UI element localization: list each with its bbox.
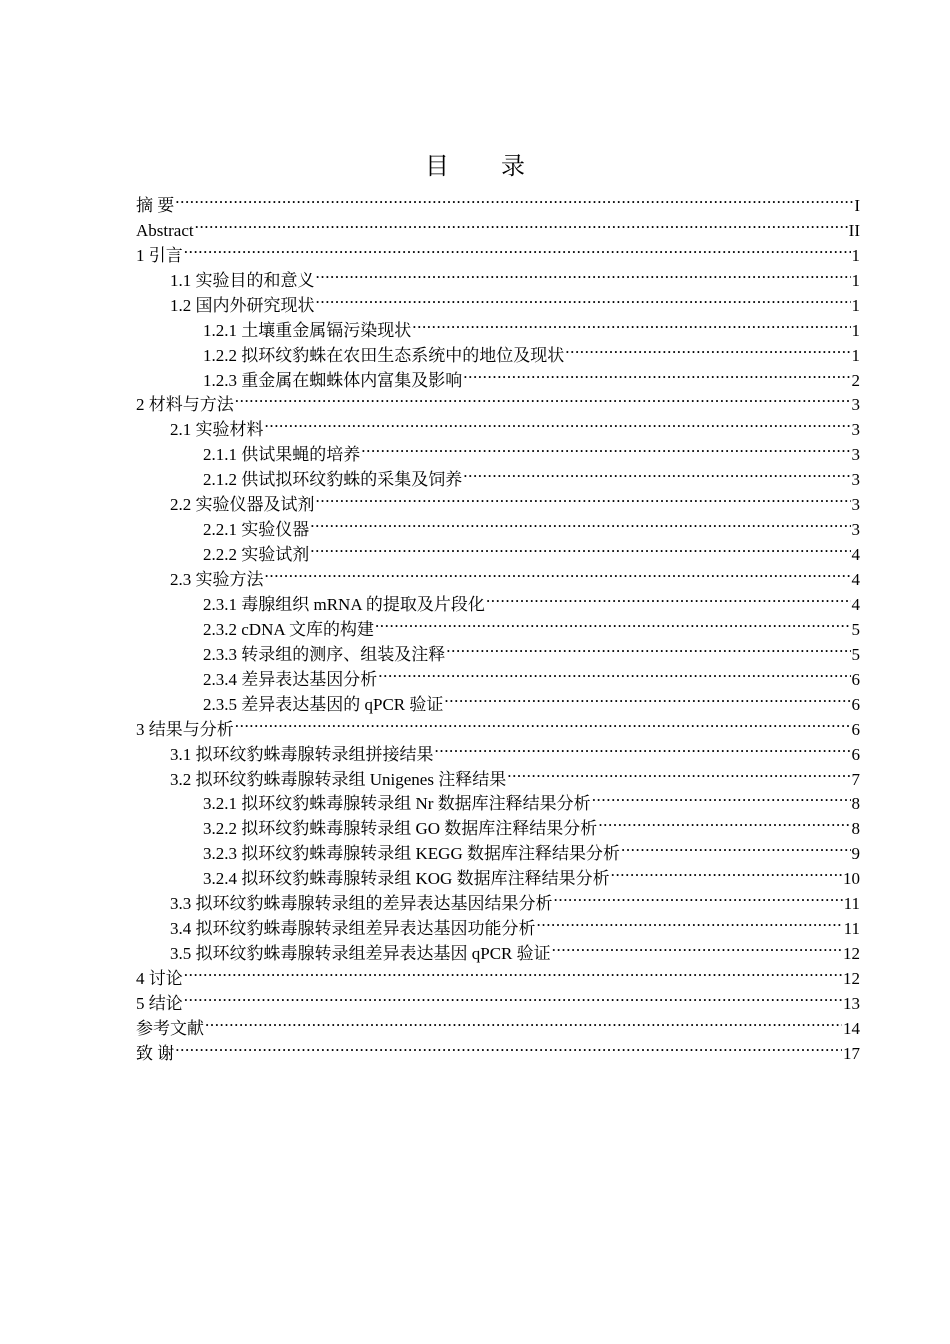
page-title: [0, 146, 950, 181]
toc-entry[interactable]: [136, 386, 860, 415]
toc-entry-label: 2.3.2 cDNA 文库的构建: [203, 619, 374, 639]
toc-entry-label: 1.2.3 重金属在蜘蛛体内富集及影响: [203, 370, 463, 390]
toc-entry-page-number: 11: [843, 894, 860, 914]
toc-entry-label: 3.3 拟环纹豹蛛毒腺转录组的差异表达基因结果分析: [170, 894, 553, 914]
dot-leader: [565, 336, 850, 361]
toc-entry-page-number: II: [848, 220, 860, 240]
toc-entry-label: 4 讨论: [136, 969, 183, 988]
toc-entry-page-number: 1: [851, 295, 860, 315]
dot-leader: [265, 410, 851, 435]
dot-leader: [446, 635, 850, 660]
dot-leader: [592, 785, 851, 810]
toc-entry-label: 2.1.2 供试拟环纹豹蛛的采集及饲养: [203, 470, 463, 490]
toc-entry-label: 3.2 拟环纹豹蛛毒腺转录组 Unigenes 注释结果: [170, 769, 507, 789]
toc-entry-page-number: 3: [851, 495, 860, 515]
toc-entry-page-number: 6: [851, 694, 860, 714]
toc-entry-label: 参考文献: [136, 1018, 204, 1038]
toc-entry[interactable]: [136, 186, 860, 215]
toc-entry-label: 1.2.1 土壤重金属镉污染现状: [203, 320, 412, 340]
toc-entry-label: 2 材料与方法: [136, 395, 234, 415]
toc-entry-label: 2.3.1 毒腺组织 mRNA 的提取及片段化: [203, 594, 485, 614]
dot-leader: [537, 909, 843, 934]
dot-leader: [175, 186, 853, 211]
dot-leader: [552, 934, 842, 959]
dot-leader: [375, 610, 851, 635]
dot-leader: [184, 984, 842, 1009]
toc-entry-page-number: 5: [851, 644, 860, 664]
toc-entry-page-number: 1: [851, 245, 860, 265]
toc-entry-page-number: 1: [851, 320, 860, 340]
toc-entry[interactable]: [136, 984, 860, 1013]
toc-entry-page-number: 6: [851, 669, 860, 689]
toc-entry-page-number: 9: [851, 844, 860, 864]
dot-leader: [175, 1034, 842, 1059]
toc-entry[interactable]: [136, 735, 860, 764]
toc-entry-label: 1.2.2 拟环纹豹蛛在农田生态系统中的地位及现状: [203, 345, 565, 365]
toc-entry-label: 摘 要: [136, 195, 175, 215]
toc-entry-page-number: 1: [851, 345, 860, 365]
dot-leader: [184, 959, 842, 984]
toc-entry-label: 3.4 拟环纹豹蛛毒腺转录组差异表达基因功能分析: [170, 919, 536, 939]
toc-entry-page-number: 12: [843, 944, 860, 964]
dot-leader: [316, 261, 851, 286]
toc-entry-label: 2.2.2 实验试剂: [203, 545, 310, 565]
toc-entry-label: 2.1.1 供试果蝇的培养: [203, 445, 361, 465]
dot-leader: [235, 386, 851, 411]
toc-entry-label: 5 结论: [136, 993, 183, 1013]
toc-entry-page-number: 2: [851, 370, 860, 390]
toc-entry-label: 致 谢: [136, 1043, 175, 1063]
toc-entry-page-number: 13: [843, 993, 860, 1013]
toc-entry-page-number: 8: [851, 794, 860, 814]
toc-entry-page-number: 5: [851, 619, 860, 639]
toc-entry-page-number: 6: [851, 719, 860, 739]
toc-entry-label: 3.2.2 拟环纹豹蛛毒腺转录组 GO 数据库注释结果分析: [203, 819, 598, 839]
dot-leader: [310, 535, 850, 560]
toc-entry-page-number: 7: [851, 769, 860, 789]
toc-entry[interactable]: [136, 211, 860, 240]
title-char-1: 目: [425, 154, 449, 180]
toc-entry-page-number: 12: [843, 969, 860, 988]
toc-entry[interactable]: [136, 1034, 860, 1063]
dot-leader: [316, 286, 851, 311]
toc-entry-page-number: 10: [843, 869, 860, 889]
toc-entry[interactable]: [136, 261, 860, 290]
dot-leader: [463, 361, 850, 386]
toc-entry-label: 3.2.4 拟环纹豹蛛毒腺转录组 KOG 数据库注释结果分析: [203, 869, 610, 889]
dot-leader: [310, 510, 850, 535]
dot-leader: [361, 435, 850, 460]
dot-leader: [378, 660, 850, 685]
toc-entry[interactable]: [136, 236, 860, 265]
toc-entry[interactable]: [136, 410, 860, 440]
toc-entry-page-number: 3: [851, 470, 860, 490]
dot-leader: [265, 560, 851, 585]
dot-leader: [598, 809, 850, 834]
toc-entry-page-number: 8: [851, 819, 860, 839]
toc-entry-page-number: I: [854, 195, 860, 215]
dot-leader: [444, 685, 850, 710]
dot-leader: [412, 311, 850, 336]
toc-entry-page-number: 11: [843, 919, 860, 939]
dot-leader: [205, 1009, 842, 1034]
dot-leader: [195, 211, 848, 236]
toc-entry-page-number: 1: [851, 270, 860, 290]
toc-entry-page-number: 14: [843, 1018, 860, 1038]
dot-leader: [611, 859, 842, 884]
toc-entry-page-number: 4: [851, 545, 860, 565]
toc-entry-label: 2.3.5 差异表达基因的 qPCR 验证: [203, 694, 444, 714]
toc-entry-label: Abstract: [136, 220, 194, 240]
dot-leader: [316, 485, 851, 510]
toc-entry[interactable]: [136, 959, 860, 988]
toc-entry-page-number: 4: [851, 594, 860, 614]
toc-entry-label: 3.1 拟环纹豹蛛毒腺转录组拼接结果: [170, 744, 434, 764]
toc-entry-page-number: 3: [851, 445, 860, 465]
toc-entry[interactable]: [136, 710, 860, 739]
toc-entry-page-number: 6: [851, 744, 860, 764]
dot-leader: [621, 834, 851, 859]
toc-entry-page-number: 3: [851, 395, 860, 415]
dot-leader: [486, 585, 851, 610]
dot-leader: [435, 735, 851, 760]
toc-entry-label: 1 引言: [136, 245, 183, 265]
toc-entry-label: 2.3.4 差异表达基因分析: [203, 669, 378, 689]
toc-entry[interactable]: [136, 1009, 860, 1038]
toc-entry-label: 2.2 实验仪器及试剂: [170, 495, 315, 515]
toc-entry-page-number: 4: [851, 570, 860, 589]
dot-leader: [463, 460, 850, 485]
dot-leader: [235, 710, 851, 735]
toc-entry-page-number: 3: [851, 520, 860, 540]
toc-entry-page-number: 3: [851, 420, 860, 440]
dot-leader: [507, 760, 850, 785]
toc-entry-label: 2.3 实验方法: [170, 570, 264, 589]
toc-entry-label: 2.2.1 实验仪器: [203, 520, 310, 540]
toc-entry-label: 3.5 拟环纹豹蛛毒腺转录组差异表达基因 qPCR 验证: [170, 944, 551, 964]
title-char-2: 录: [501, 154, 525, 180]
toc-entry-label: 2.3.3 转录组的测序、组装及注释: [203, 644, 446, 664]
toc-entry-label: 2.1 实验材料: [170, 420, 264, 440]
toc-entry-page-number: 17: [843, 1043, 860, 1063]
toc-entry-label: 1.1 实验目的和意义: [170, 270, 315, 290]
toc-entry-label: 3 结果与分析: [136, 719, 234, 739]
toc-entry-label: 1.2 国内外研究现状: [170, 295, 315, 315]
toc-entry-label: 3.2.1 拟环纹豹蛛毒腺转录组 Nr 数据库注释结果分析: [203, 794, 591, 814]
table-of-contents: [136, 186, 860, 1063]
dot-leader: [554, 884, 843, 909]
dot-leader: [184, 236, 851, 261]
toc-entry-label: 3.2.3 拟环纹豹蛛毒腺转录组 KEGG 数据库注释结果分析: [203, 844, 620, 864]
